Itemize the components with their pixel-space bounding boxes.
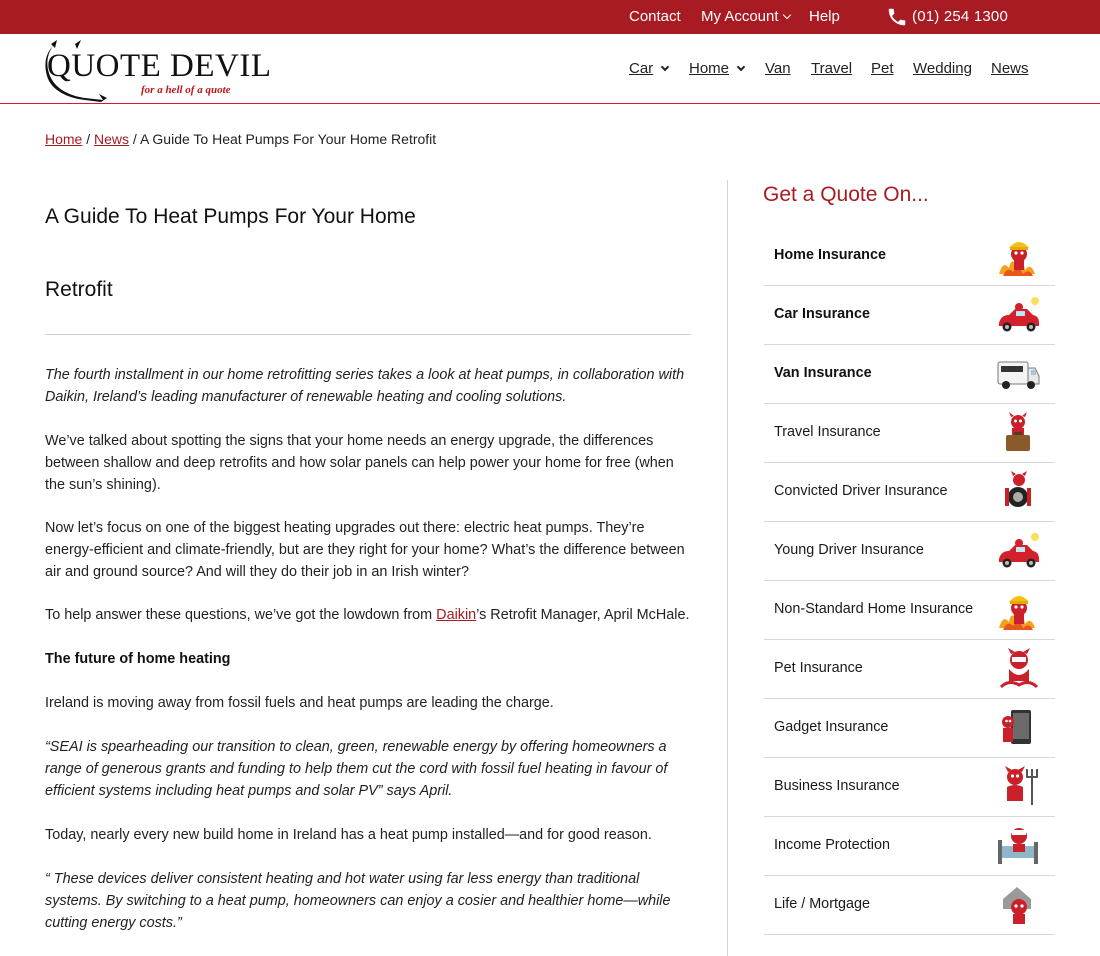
quote-item-life-mortgage[interactable] [764,876,1055,935]
quote-item-label: Income Protection [774,837,890,853]
page-title-line-2: Retrofit [45,278,113,301]
quote-item-label: Young Driver Insurance [774,542,924,558]
logo-wordmark: QUOTE DEVIL [47,48,272,84]
article-paragraph [45,604,691,626]
quote-devil-van-icon [995,352,1041,396]
article-quote: “ These devices deliver consistent heating and hot water using far less energy than traditional systems. By switching to a heat pump, homeowners can enjoy a cosier and healthier home—while cutting energy costs.” [45,871,671,931]
quote-item-home-insurance[interactable] [764,227,1055,286]
quote-item-pet-insurance[interactable] [764,640,1055,699]
phone-number-link[interactable]: (01) 254 1300 [912,8,1009,25]
devil-wheel-icon [995,470,1041,514]
my-account-menu[interactable] [701,8,790,25]
nav-car[interactable] [629,60,668,77]
nav-pet[interactable]: Pet [871,60,894,77]
quote-item-car-insurance[interactable] [764,286,1055,345]
top-bar [0,0,1100,34]
article-subheading: The future of home heating [45,651,231,667]
sidebar-title: Get a Quote On... [763,183,929,206]
article-paragraph: We’ve talked about spotting the signs that your home needs an energy upgrade, the differences between shallow and deep retrofits and how solar panels can help power your home for free (when the sun’s shining). [45,433,674,493]
article-paragraph: Today, nearly every new build home in Ireland has a heat pump installed—and for good reason. [45,827,652,843]
nav-wedding[interactable]: Wedding [913,60,972,77]
nav-home-label: Home [689,60,730,77]
breadcrumb-home[interactable]: Home [45,131,83,147]
quote-item-travel-insurance[interactable] [764,404,1055,463]
quote-item-income-protection[interactable] [764,817,1055,876]
devil-red-car-icon [995,293,1041,337]
breadcrumb-current: A Guide To Heat Pumps For Your Home Retrofit [139,131,437,147]
article-text: ’s Retrofit Manager, April McHale. [476,607,690,623]
quote-list [764,227,1055,935]
quote-item-business-insurance[interactable] [764,758,1055,817]
devil-tablet-icon [995,706,1041,750]
devil-firefighter-icon [995,588,1041,632]
article-quote: “SEAI is spearheading our transition to clean, green, renewable energy by offering homeowners a range of generous grants and funding to help them cut the cord with fossil fuel heating in favour of efficient systems including heat pumps and solar PV” says April. [45,739,668,799]
chevron-down-icon [782,11,790,19]
devil-red-car-icon [995,529,1041,573]
quote-item-label: Travel Insurance [774,424,881,440]
nav-car-label: Car [629,60,654,77]
devil-pet-icon [995,647,1041,691]
quote-item-non-standard-home-insurance[interactable] [764,581,1055,640]
site-logo[interactable] [45,40,272,100]
article-intro: The fourth installment in our home retrofitting series takes a look at heat pumps, in collaboration with Daikin, Ireland’s leading manufacturer of renewable heating and cooling solutions. [45,367,685,405]
nav-news[interactable]: News [991,60,1029,77]
devil-in-bed-icon [995,824,1041,868]
breadcrumb-news[interactable]: News [94,131,130,147]
quote-item-label: Convicted Driver Insurance [774,483,948,499]
page-title [45,180,691,326]
devil-with-house-icon [995,883,1041,927]
site-header [0,34,1100,104]
devil-pitchfork-icon [995,765,1041,809]
quote-item-gadget-insurance[interactable] [764,699,1055,758]
article [45,180,691,934]
nav-home[interactable] [689,60,744,77]
article-paragraph: Now let’s focus on one of the biggest heating upgrades out there: electric heat pumps. They’re energy-efficient and climate-friendly, but are they right for your home? What’s the difference between air and ground source? And will they do their job in an Irish winter? [45,520,685,580]
quote-item-label: Non-Standard Home Insurance [774,601,974,617]
phone-icon [886,6,908,28]
quote-item-label: Life / Mortgage [774,896,870,912]
logo-tagline: for a hell of a quote [141,84,231,96]
chevron-down-icon [737,63,745,71]
quote-item-label: Car Insurance [774,306,870,322]
article-text: To help answer these questions, we’ve got the lowdown from [45,607,437,623]
title-divider [45,334,691,335]
daikin-link[interactable]: Daikin [436,607,477,623]
quote-item-label: Business Insurance [774,778,900,794]
nav-van[interactable]: Van [765,60,791,77]
chevron-down-icon [661,63,669,71]
nav-travel[interactable]: Travel [811,60,853,77]
breadcrumb: Home / News / A Guide To Heat Pumps For Your Home Retrofit [45,131,437,147]
contact-link[interactable]: Contact [629,8,681,25]
quote-item-young-driver-insurance[interactable] [764,522,1055,581]
column-divider [727,180,728,956]
quote-item-label: Gadget Insurance [774,719,889,735]
page-title-line-1: A Guide To Heat Pumps For Your Home [45,205,416,228]
quote-item-van-insurance[interactable] [764,345,1055,404]
quote-item-label: Home Insurance [774,247,886,263]
my-account-label: My Account [701,8,779,25]
quote-item-label: Pet Insurance [774,660,863,676]
article-paragraph: Ireland is moving away from fossil fuels and heat pumps are leading the charge. [45,695,554,711]
help-link[interactable]: Help [809,8,840,25]
quote-item-label: Van Insurance [774,365,872,381]
quote-item-convicted-driver-insurance[interactable] [764,463,1055,522]
devil-suitcase-icon [995,411,1041,455]
devil-firefighter-icon [995,234,1041,278]
